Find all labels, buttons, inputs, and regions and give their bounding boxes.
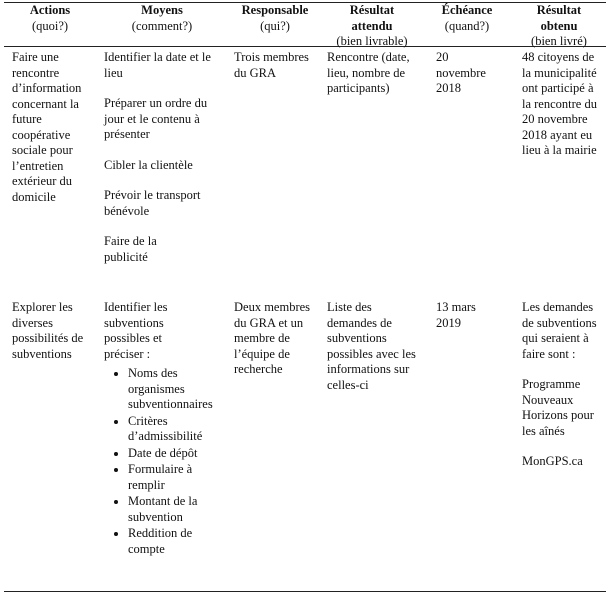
header-actions: [8, 3, 92, 34]
header-deadline: [426, 3, 508, 34]
row1-action: Faire une rencontre d’information concernant la future coopérative sociale pour l’entretien extérieur du domicile: [12, 50, 82, 204]
row1-expected: Rencontre (date, lieu, nombre de participants): [327, 50, 410, 95]
header-sub: (qui?): [260, 18, 290, 33]
list-item: • Noms des organismes subventionnaires: [128, 366, 226, 413]
list-item: • Formulaire à remplir: [128, 462, 226, 493]
means-item: Faire de la publicité: [104, 234, 157, 264]
header-sub: (comment?): [131, 18, 193, 33]
row2-obtained: [522, 300, 604, 470]
header-title: Résultat obtenu: [536, 3, 582, 33]
header-means: [98, 3, 226, 34]
obtained-item: MonGPS.ca: [522, 454, 583, 468]
row2-deadline: 13 mars 2019: [436, 300, 476, 330]
obtained-item: Programme Nouveaux Horizons pour les aînés: [522, 377, 594, 438]
row1-responsible: Trois membres du GRA: [234, 50, 309, 80]
header-sub: (quand?): [444, 18, 490, 33]
row1-means: [104, 50, 222, 265]
header-sub: (quoi?): [31, 18, 69, 33]
row2-responsible: Deux membres du GRA et un membre de l’équipe de recherche: [234, 300, 311, 376]
list-item: • Montant de la subvention: [128, 494, 226, 525]
header-responsible: [230, 3, 320, 34]
row2-means: [104, 300, 226, 558]
table-bottom-rule: [4, 591, 606, 592]
means-item: Prévoir le transport bénévole: [104, 188, 201, 218]
means-item: Identifier la date et le lieu: [104, 50, 211, 80]
header-expected: [322, 3, 422, 50]
row1-deadline: 20 novembre 2018: [436, 50, 486, 95]
header-title: Responsable: [241, 3, 309, 17]
means-item: Cibler la clientèle: [104, 157, 193, 172]
header-sub: (bien livré): [531, 34, 587, 48]
header-sub: (bien livrable): [336, 34, 408, 48]
row1-obtained: 48 citoyens de la municipalité ont participé à la rencontre du 20 novembre 2018 ayant eu lieu à la mairie: [522, 50, 597, 157]
list-item: • Reddition de compte: [128, 526, 226, 557]
means-item: Préparer un ordre du jour et le contenu à présenter: [104, 96, 208, 141]
action-plan-table: [4, 2, 606, 593]
row2-action: Explorer les diverses possibilités de subventions: [12, 300, 84, 361]
header-title: Résultat attendu: [349, 3, 395, 33]
list-item: • Date de dépôt: [128, 446, 226, 462]
header-title: Échéance: [441, 3, 493, 17]
header-title: Actions: [29, 3, 71, 17]
list-item: • Critères d’admissibilité: [128, 414, 226, 445]
header-obtained: [514, 3, 604, 50]
row2-expected: Liste des demandes de subventions possibles avec les informations sur celles-ci: [327, 300, 416, 392]
means-intro: Identifier les subventions possibles et préciser :: [104, 300, 168, 361]
obtained-intro: Les demandes de subventions qui seraient à faire sont :: [522, 300, 597, 361]
header-title: Moyens: [141, 3, 183, 17]
means-list: [104, 366, 226, 557]
